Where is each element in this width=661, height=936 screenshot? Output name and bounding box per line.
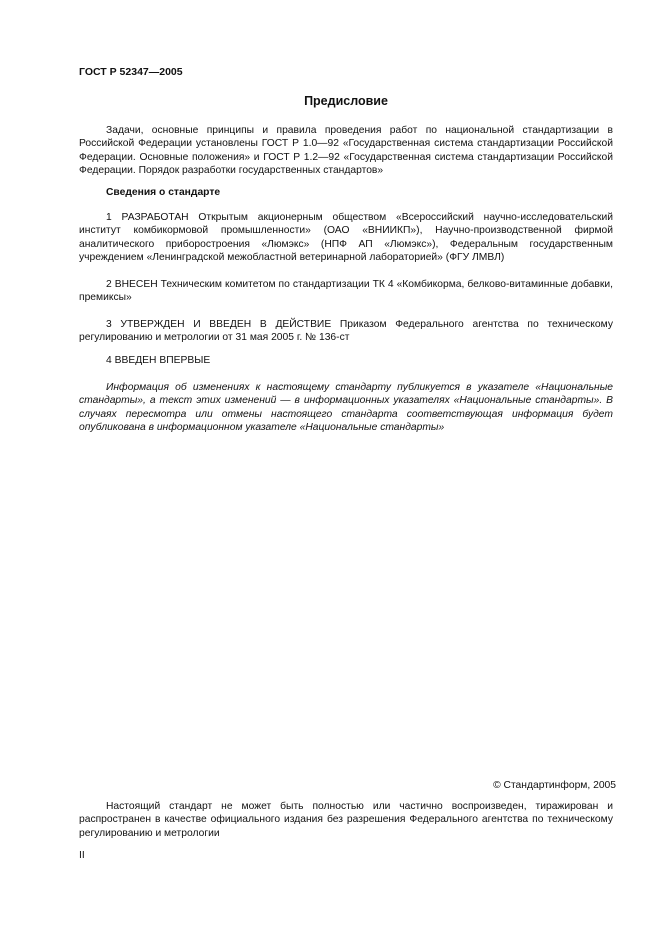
item-developed-by: 1 РАЗРАБОТАН Открытым акционерным обществом «Всероссийский научно-исследовательский институт комбикормовой промышленности» (ОАО «ВНИИКП»), Научно-производственной фирмой аналитического приборостроения «Люмэкс» (НПФ АП «Люмэкс»), Федеральным государственным учреждением «Ленинградской межобластной ветеринарной лабораторией» (ФГУ ЛМВЛ) [79,212,613,263]
page-title: Предисловие [304,94,388,108]
document-header-standard-number: ГОСТ Р 52347—2005 [79,66,183,78]
item-submitted-by: 2 ВНЕСЕН Техническим комитетом по стандартизации ТК 4 «Комбикорма, белково-витаминные добавки, премиксы» [79,279,613,304]
reproduction-notice: Настоящий стандарт не может быть полностью или частично воспроизведен, тиражирован и распространен в качестве официального издания без разрешения Федерального агентства по техническому регулированию и метрологии [79,801,613,839]
copyright-line: © Стандартинформ, 2005 [493,780,616,791]
intro-paragraph: Задачи, основные принципы и правила проведения работ по национальной стандартизации в Российской Федерации установлены ГОСТ Р 1.0—92 «Государственная система стандартизации Российской Федерации. Основные положения» и ГОСТ Р 1.2—92 «Государственная система стандартизации Российской Федерации. Порядок разработки государственных стандартов» [79,125,613,176]
changes-information-note: Информация об изменениях к настоящему стандарту публикуется в указателе «Национальные стандарты», а текст этих изменений — в информационных указателях «Национальные стандарты». В случаях пересмотра или отмены настоящего стандарта соответствующая информация будет опубликована в информационном указателе «Национальные стандарты» [79,382,613,433]
section-subheading: Сведения о стандарте [106,187,221,198]
item-introduced-first: 4 ВВЕДЕН ВПЕРВЫЕ [106,355,211,366]
page-number: II [79,850,85,861]
item-approved: 3 УТВЕРЖДЕН И ВВЕДЕН В ДЕЙСТВИЕ Приказом Федерального агентства по техническому регулированию и метрологии от 31 мая 2005 г. № 136-ст [79,319,613,344]
